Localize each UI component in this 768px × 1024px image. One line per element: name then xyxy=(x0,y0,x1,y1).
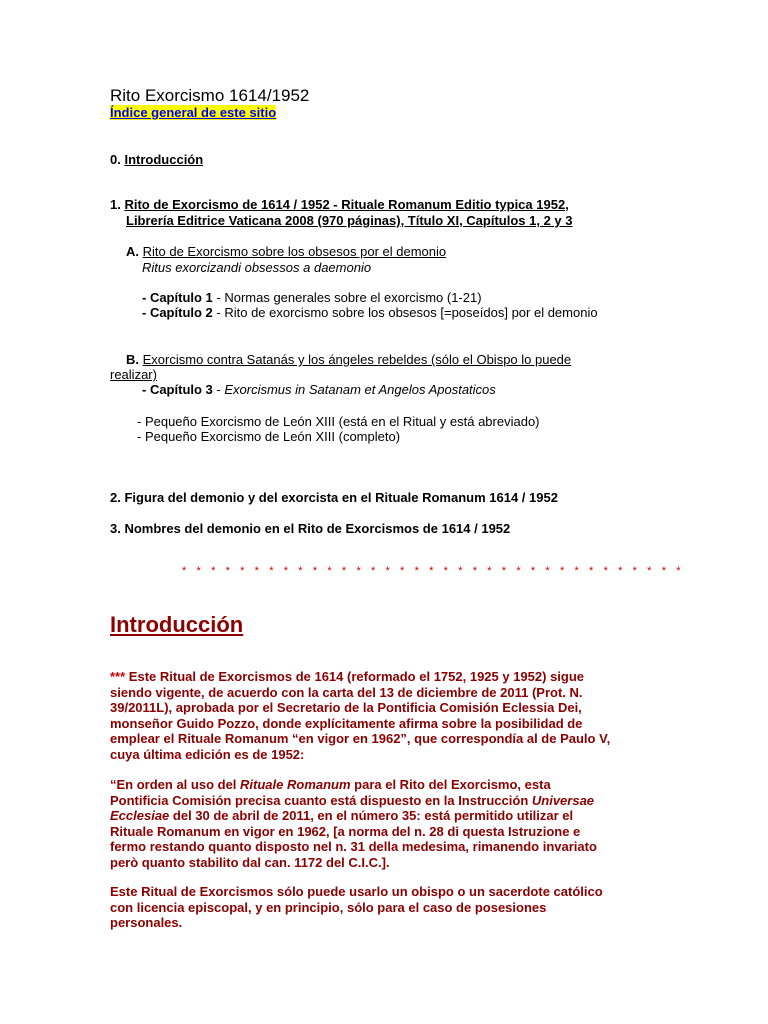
intro-p1-line-6: cuya última edición es de 1952: xyxy=(110,746,305,762)
intro-p2-line-4: Rituale Romanum en vigor en 1962, [a norma del n. 28 di questa Istruzione e xyxy=(110,823,581,839)
index-link[interactable]: Índice general de este sitio xyxy=(110,105,277,120)
toc-subitem-a xyxy=(126,244,446,259)
toc-link-exorcismo-satanas[interactable]: Exorcismo contra Satanás y los ángeles rebeldes (sólo el Obispo lo puede xyxy=(142,352,572,367)
intro-p1-line-2: siendo vigente, de acuerdo con la carta del 13 de diciembre de 2011 (Prot. N. xyxy=(110,684,583,700)
toc-link-rito-obsesos[interactable]: Rito de Exorcismo sobre los obsesos por el demonio xyxy=(142,244,447,259)
capitulo-3-sep: - xyxy=(212,382,225,397)
toc-subitem-b xyxy=(126,352,571,367)
toc-subitem-a-latin: Ritus exorcizandi obsessos a daemonio xyxy=(142,260,372,275)
star-separator: * * * * * * * * * * * * * * * * * * * * * * * * * * * * * * * * * * * xyxy=(182,565,685,577)
intro-paragraph-3 xyxy=(110,884,603,931)
capitulo-2-text: - Rito de exorcismo sobre los obsesos [=poseídos] por el demonio xyxy=(212,305,598,320)
intro-p3-line-3: personales. xyxy=(110,915,183,930)
toc-subitem-b-label: B. xyxy=(126,352,143,367)
intro-p1-line-1: *** Este Ritual de Exorcismos de 1614 (reformado el 1752, 1925 y 1952) sigue xyxy=(110,669,585,684)
toc-item-1-line2 xyxy=(126,213,573,228)
capitulo-3-text: Exorcismus in Satanam et Angelos Apostaticos xyxy=(224,382,496,397)
toc-item-3: 3. Nombres del demonio en el Rito de Exorcismos de 1614 / 1952 xyxy=(110,521,511,536)
page-title: Rito Exorcismo 1614/1952 xyxy=(110,86,310,105)
capitulo-1-text: - Normas generales sobre el exorcismo (1-21) xyxy=(212,290,482,305)
toc-item-2: 2. Figura del demonio y del exorcista en el Rituale Romanum 1614 / 1952 xyxy=(110,490,558,505)
intro-paragraph-1 xyxy=(110,669,610,762)
toc-link-rito-1614[interactable]: Rito de Exorcismo de 1614 / 1952 - Rituale Romanum Editio typica 1952, xyxy=(124,197,569,212)
intro-p2-line-6: però quanto stabilito dal can. 1172 del C.I.C.]. xyxy=(110,854,390,870)
capitulo-3-label: - Capítulo 3 xyxy=(142,382,213,397)
toc-capitulo-2 xyxy=(142,305,598,320)
intro-p2-line-5: fermo restando quanto disposto nel n. 31 della medesima, rimanendo invariato xyxy=(110,839,597,854)
toc-item-0 xyxy=(110,152,203,167)
toc-link-exorcismo-satanas-cont[interactable]: realizar) xyxy=(110,367,157,382)
intro-p2-line-1: “En orden al uso del Rituale Romanum para el Rito del Exorcismo, esta xyxy=(110,777,551,792)
toc-capitulo-1 xyxy=(142,290,482,305)
intro-p3-line-1: Este Ritual de Exorcismos sólo puede usarlo un obispo o un sacerdote católico xyxy=(110,884,603,899)
intro-p3-line-2: con licencia episcopal, y en principio, sólo para el caso de posesiones xyxy=(110,899,547,915)
toc-link-rito-1614-cont[interactable]: Librería Editrice Vaticana 2008 (970 páginas), Título XI, Capítulos 1, 2 y 3 xyxy=(126,213,573,228)
capitulo-2-label: - Capítulo 2 xyxy=(142,305,213,320)
capitulo-1-label: - Capítulo 1 xyxy=(142,290,213,305)
toc-capitulo-3 xyxy=(142,382,496,397)
intro-paragraph-2 xyxy=(110,777,597,870)
toc-subitem-b-line2 xyxy=(110,367,157,382)
section-heading-introduccion: Introducción xyxy=(110,612,244,637)
intro-p1-line-4: monseñor Guido Pozzo, donde explícitamente afirma sobre la posibilidad de xyxy=(110,715,583,731)
toc-item-0-number: 0. xyxy=(110,152,125,167)
intro-p1-stars: *** xyxy=(110,669,126,684)
intro-p1-line-5: emplear el Rituale Romanum “en vigor en 1962”, que correspondía al de Paulo V, xyxy=(110,731,611,746)
toc-leon-completo: - Pequeño Exorcismo de León XIII (completo) xyxy=(137,429,401,444)
toc-item-1-number: 1. xyxy=(110,197,125,212)
intro-p1-line-3: 39/2011L), aprobada por el Secretario de la Pontificia Comisión Eclessia Dei, xyxy=(110,700,582,715)
toc-leon-abreviado: - Pequeño Exorcismo de León XIII (está en el Ritual y está abreviado) xyxy=(137,414,540,429)
toc-link-introduccion[interactable]: Introducción xyxy=(124,152,204,167)
toc-subitem-a-label: A. xyxy=(126,244,143,259)
toc-item-1 xyxy=(110,197,569,212)
intro-p2-line-3: Ecclesiae del 30 de abril de 2011, en el número 35: está permitido utilizar el xyxy=(110,808,574,823)
intro-p2-line-2: Pontificia Comisión precisa cuanto está dispuesto en la Instrucción Universae xyxy=(110,792,595,808)
